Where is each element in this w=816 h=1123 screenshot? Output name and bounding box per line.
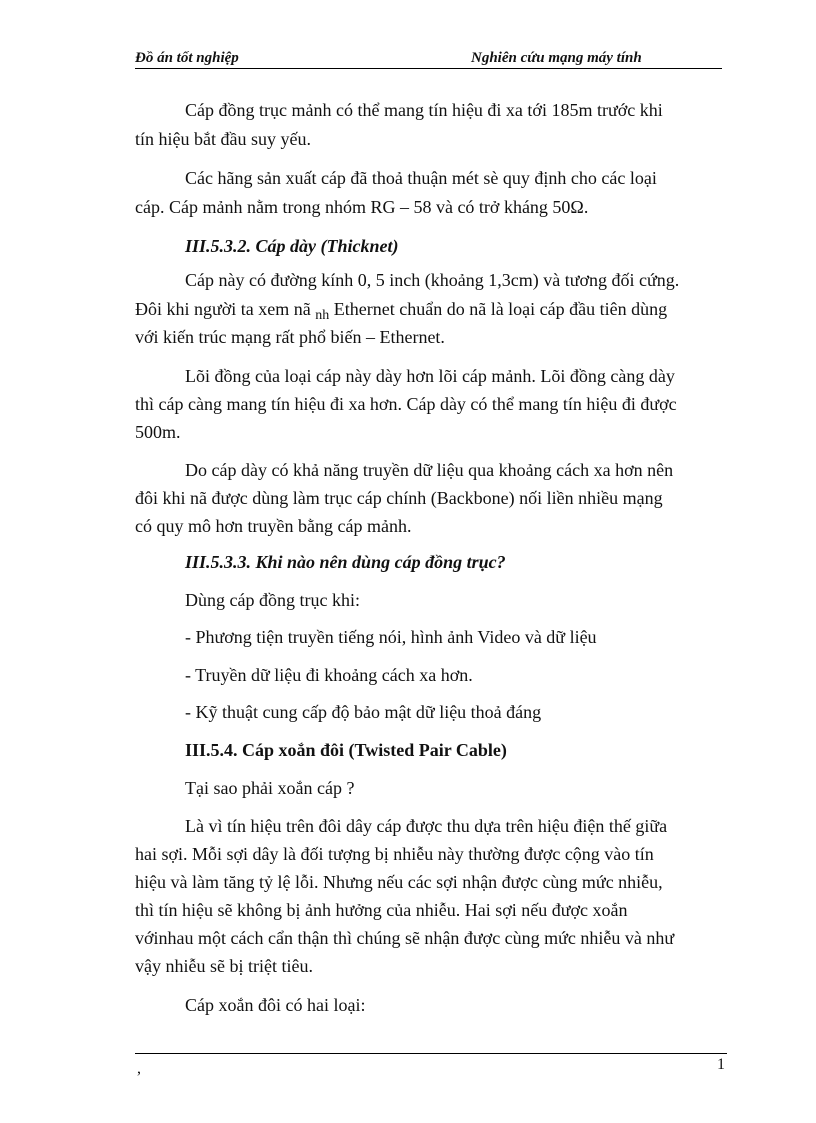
footer-mark: ,: [137, 1060, 141, 1077]
list-item: - Kỹ thuật cung cấp độ bảo mật dữ liệu thoả đáng: [185, 702, 542, 722]
paragraph-line: Lõi đồng của loại cáp này dày hơn lõi cáp mảnh. Lõi đồng càng dày: [185, 366, 675, 386]
paragraph-line: Do cáp dày có khả năng truyền dữ liệu qua khoảng cách xa hơn nên: [185, 460, 674, 480]
paragraph-line: Dùng cáp đồng trục khi:: [185, 590, 360, 610]
paragraph-line: Cáp này có đường kính 0, 5 inch (khoảng 1,3cm) và tương đối cứng.: [185, 270, 680, 290]
paragraph-line: Tại sao phải xoắn cáp ?: [185, 778, 355, 798]
header-rule: [135, 68, 722, 69]
text-fragment: Ethernet chuẩn do nã là loại cáp đầu tiên dùng: [333, 299, 668, 319]
paragraph-line: Cáp xoắn đôi có hai loại:: [185, 995, 366, 1015]
paragraph-line: Các hãng sản xuất cáp đã thoả thuận mét sè quy định cho các loại: [185, 168, 657, 188]
text-fragment: Đôi khi người ta xem nã: [135, 299, 311, 319]
paragraph-line: đôi khi nã được dùng làm trục cáp chính (Backbone) nối liền nhiều mạng: [135, 488, 663, 508]
section-heading: III.5.3.2. Cáp dày (Thicknet): [185, 236, 399, 256]
list-item: - Phương tiện truyền tiếng nói, hình ảnh Video và dữ liệu: [185, 627, 597, 647]
header-document-type: Đồ án tốt nghiệp: [135, 50, 239, 66]
list-item: - Truyền dữ liệu đi khoảng cách xa hơn.: [185, 665, 473, 685]
paragraph-line: với kiến trúc mạng rất phổ biến – Ethernet.: [135, 327, 445, 347]
paragraph-line: vậy nhiễu sẽ bị triệt tiêu.: [135, 956, 313, 976]
paragraph-line: tín hiệu bắt đầu suy yếu.: [135, 129, 311, 149]
footer-rule: [135, 1053, 727, 1054]
paragraph-line: 500m.: [135, 422, 181, 442]
paragraph-line: cáp. Cáp mảnh nằm trong nhóm RG – 58 và có trở kháng 50Ω.: [135, 197, 589, 217]
paragraph-line: Cáp đồng trục mảnh có thể mang tín hiệu đi xa tới 185m trước khi: [185, 100, 663, 120]
text-fragment-subscript: nh: [315, 308, 330, 323]
paragraph-line: vớinhau một cách cẩn thận thì chúng sẽ nhận được cùng mức nhiễu và như: [135, 928, 675, 948]
paragraph-line: hiệu và làm tăng tỷ lệ lỗi. Nhưng nếu các sợi nhận được cùng mức nhiễu,: [135, 872, 663, 892]
paragraph-line: [135, 299, 667, 322]
section-heading: III.5.3.3. Khi nào nên dùng cáp đồng trục?: [185, 552, 506, 572]
paragraph-line: hai sợi. Mỗi sợi dây là đối tượng bị nhiễu này thường được cộng vào tín: [135, 844, 654, 864]
paragraph-line: thì tín hiệu sẽ không bị ảnh hưởng của nhiễu. Hai sợi nếu được xoắn: [135, 900, 628, 920]
page-number: 1: [717, 1056, 725, 1073]
header-document-title: Nghiên cứu mạng máy tính: [471, 50, 642, 66]
paragraph-line: Là vì tín hiệu trên đôi dây cáp được thu dựa trên hiệu điện thế giữa: [185, 816, 668, 836]
paragraph-line: thì cáp càng mang tín hiệu đi xa hơn. Cáp dày có thể mang tín hiệu đi được: [135, 394, 677, 414]
page-header: [135, 50, 722, 70]
paragraph-line: có quy mô hơn truyền bằng cáp mảnh.: [135, 516, 412, 536]
section-heading: III.5.4. Cáp xoắn đôi (Twisted Pair Cable): [185, 740, 507, 760]
